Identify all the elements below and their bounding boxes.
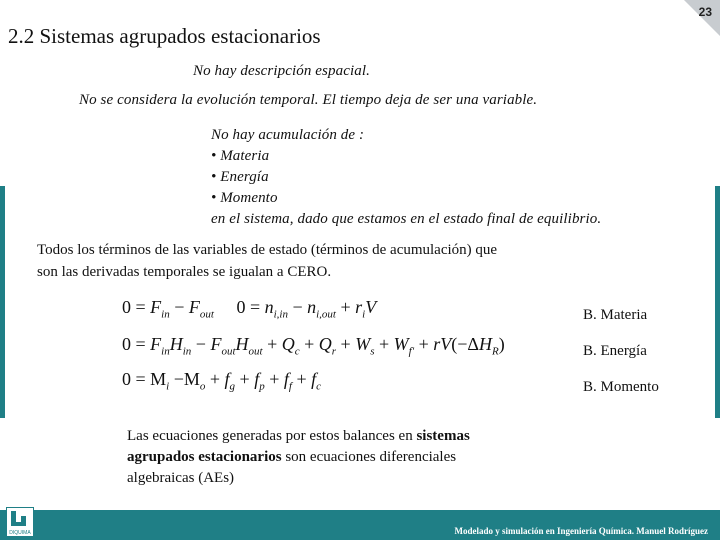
no-temporal-text: No se considera la evolución temporal. El tiempo deja de ser una variable.	[79, 92, 538, 108]
conclusion-bold-agrupados: agrupados estacionarios	[127, 449, 282, 465]
accum-item-momento: • Momento	[211, 190, 278, 206]
no-spatial-text: No hay descripción espacial.	[193, 63, 370, 79]
university-logo	[6, 507, 34, 537]
label-balance-momento: B. Momento	[583, 379, 659, 395]
label-balance-materia: B. Materia	[583, 307, 648, 323]
conclusion-line-2	[127, 447, 470, 468]
equilibrium-text: en el sistema, dado que estamos en el estado final de equilibrio.	[211, 211, 602, 227]
conclusion-line-1-text: Las ecuaciones generadas por estos balances en	[127, 428, 417, 444]
derivatives-line-1: Todos los términos de las variables de estado (términos de acumulación) que	[37, 242, 498, 258]
slide-title: 2.2 Sistemas agrupados estacionarios	[8, 24, 321, 48]
accum-item-energia: • Energía	[211, 169, 269, 185]
conclusion-line-3: algebraicas (AEs)	[127, 470, 235, 486]
conclusion-bold-sistemas: sistemas	[416, 428, 470, 444]
no-accumulation-block	[211, 125, 601, 230]
left-accent-bar	[0, 186, 5, 418]
no-accumulation-heading: No hay acumulación de :	[211, 127, 365, 143]
equation-materia: $0 = F_{in} - F_{out}$ $0 = n_{i,in} - n_{i,out} + r_iV$	[122, 297, 377, 321]
page-number: 23	[698, 5, 712, 19]
accum-item-materia: • Materia	[211, 148, 270, 164]
conclusion-line-2-text: son ecuaciones diferenciales	[281, 449, 457, 465]
conclusion-text	[127, 426, 470, 489]
equation-energia: $0 = F_{in}H_{in} - F_{out}H_{out} + Q_c + Q_r + W_s + W_{f'} + rV(-\Delta H_R)$	[122, 334, 505, 358]
label-balance-energia: B. Energía	[583, 343, 647, 359]
conclusion-line-1	[127, 426, 470, 447]
derivatives-text	[37, 239, 497, 283]
footer-credit: Modelado y simulación en Ingeniería Química. Manuel Rodríguez	[454, 526, 708, 536]
right-accent-bar	[715, 186, 720, 418]
logo-text: DIQUIMA	[9, 530, 31, 536]
equation-momento: $0 = M_i -M_o + f_g + f_p + f_f + f_c$	[122, 369, 322, 393]
derivatives-line-2: son las derivadas temporales se igualan a CERO.	[37, 264, 332, 280]
